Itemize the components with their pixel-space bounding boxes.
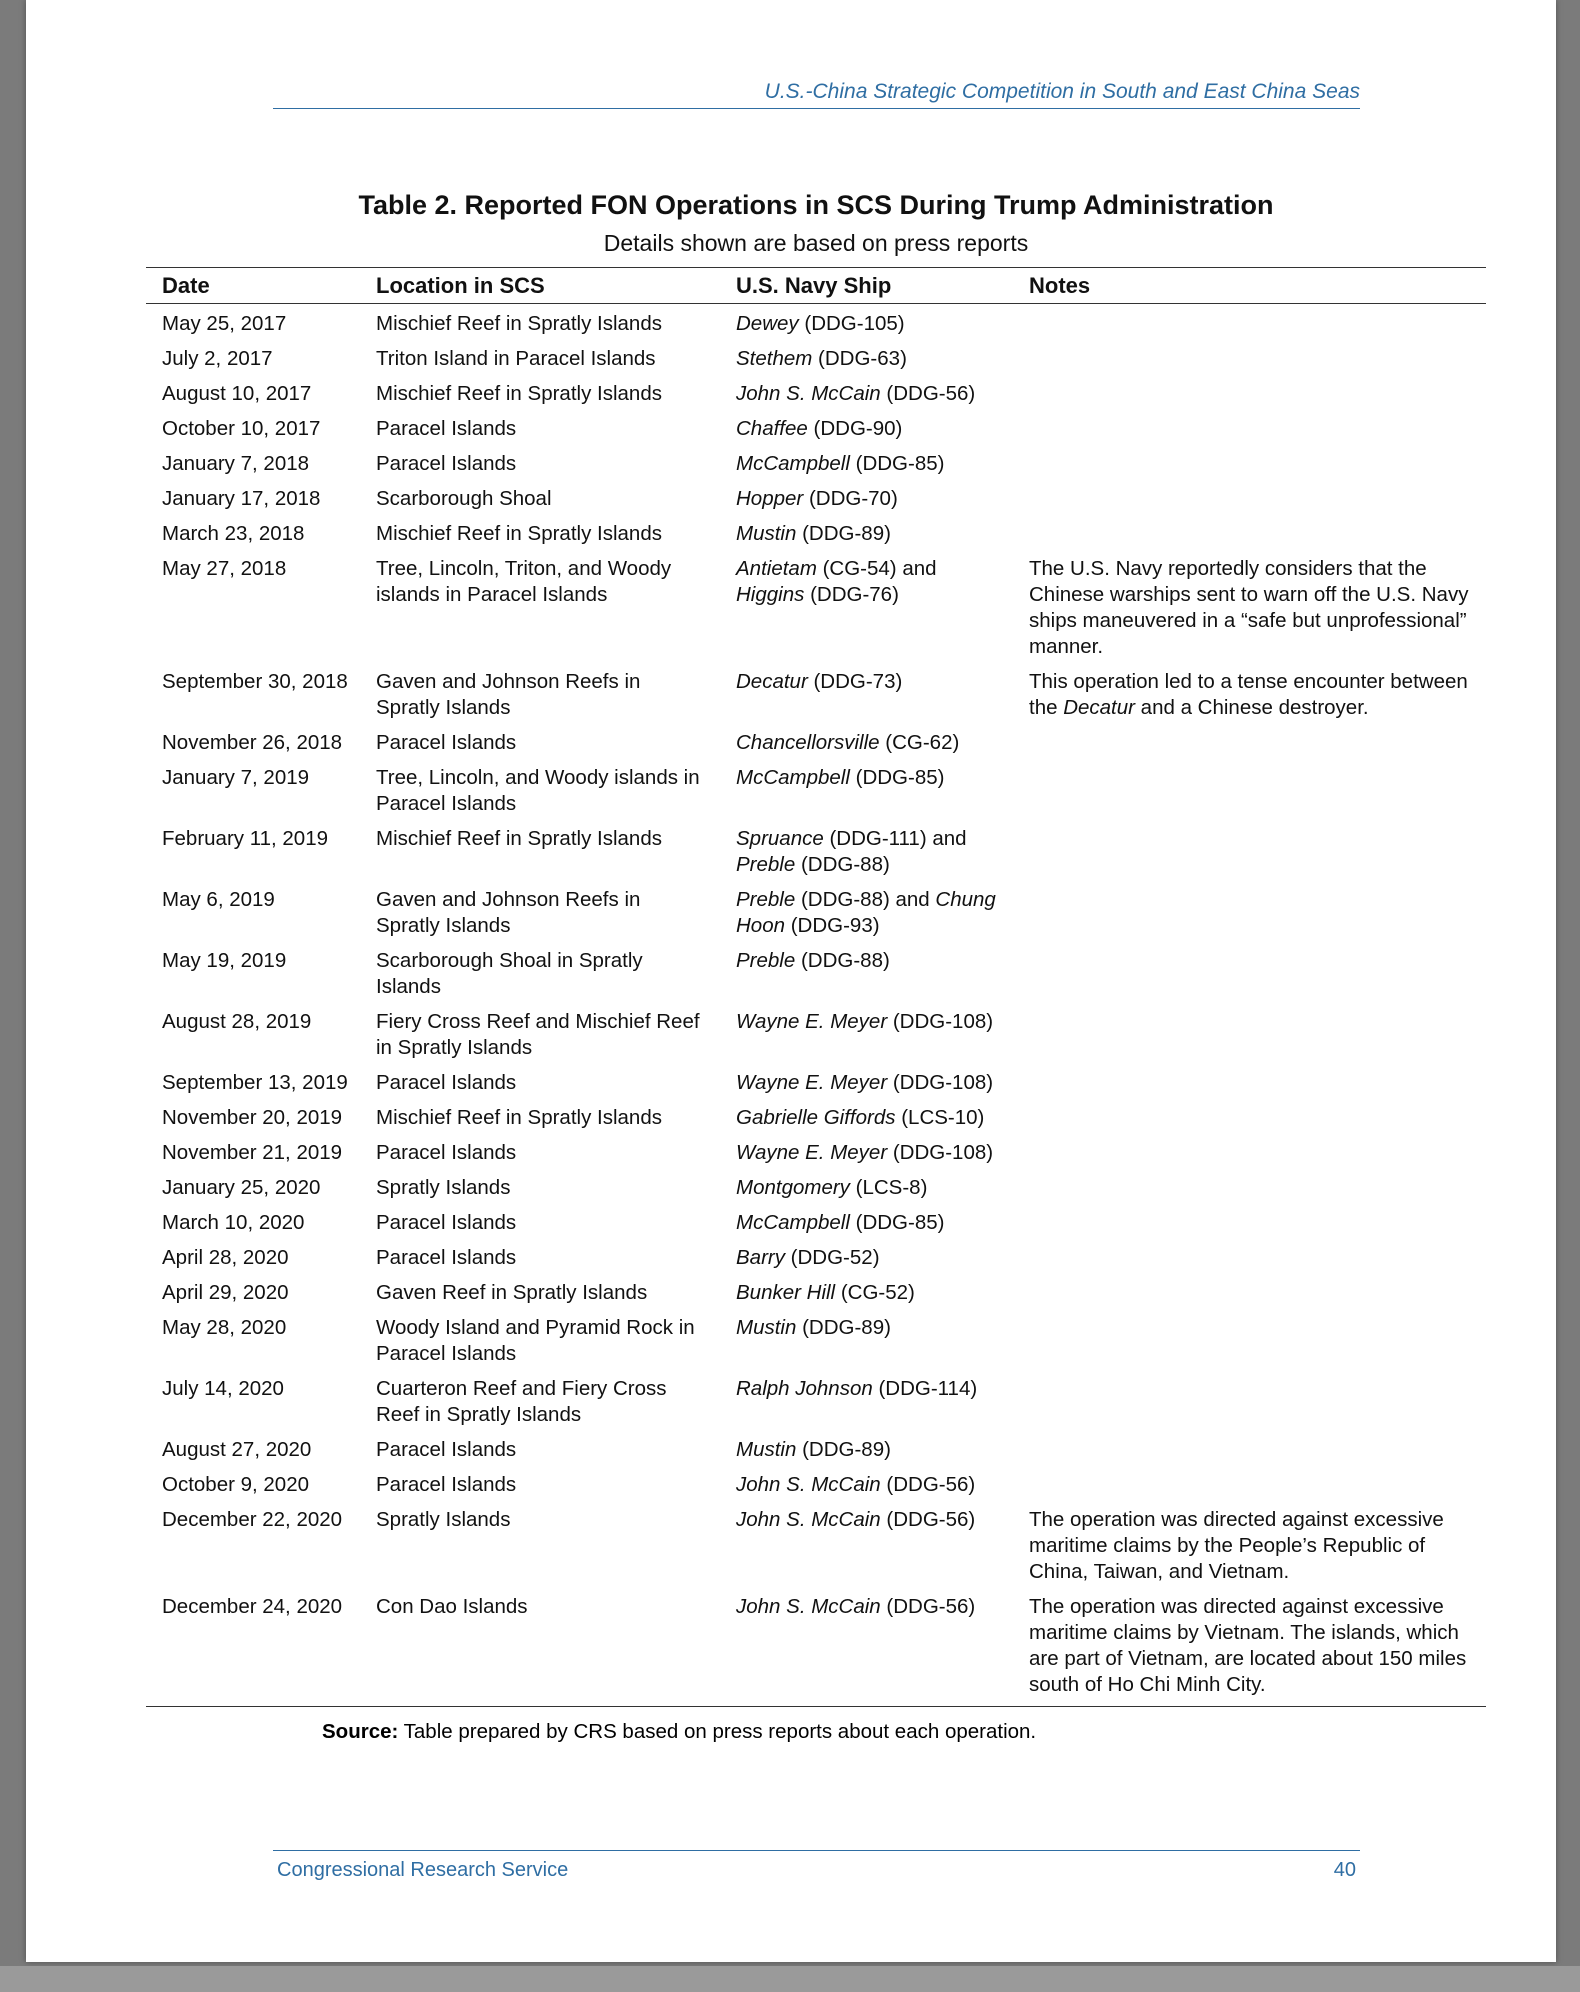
ship-name: Wayne E. Meyer bbox=[736, 1141, 888, 1164]
cell-notes bbox=[1013, 1432, 1486, 1467]
table-row bbox=[146, 821, 1486, 882]
ship-name: Wayne E. Meyer bbox=[736, 1010, 888, 1033]
cell-ship bbox=[720, 1135, 1013, 1170]
table-body bbox=[146, 304, 1486, 1707]
cell-ship bbox=[720, 1589, 1013, 1707]
cell-date: February 11, 2019 bbox=[162, 827, 329, 850]
source-note bbox=[322, 1719, 1036, 1745]
cell-notes bbox=[1013, 1004, 1486, 1065]
cell-date: July 2, 2017 bbox=[162, 347, 273, 370]
ship-hull-text: (DDG-93) bbox=[785, 914, 880, 937]
cell-date: April 28, 2020 bbox=[162, 1246, 289, 1269]
ship-name: Preble bbox=[736, 949, 796, 972]
cell-ship bbox=[720, 943, 1013, 1004]
table-row bbox=[146, 1275, 1486, 1310]
cell-date: November 26, 2018 bbox=[162, 731, 343, 754]
ship-name: Mustin bbox=[736, 1316, 797, 1339]
cell-ship bbox=[720, 664, 1013, 725]
cell-date: January 7, 2018 bbox=[162, 452, 310, 475]
page-footer bbox=[273, 1850, 1360, 1881]
cell-ship bbox=[720, 516, 1013, 551]
ship-hull-text: (DDG-56) bbox=[880, 1595, 976, 1618]
cell-notes bbox=[1013, 1467, 1486, 1502]
table-row bbox=[146, 1467, 1486, 1502]
ship-hull-text: (DDG-105) bbox=[798, 312, 905, 335]
cell-notes bbox=[1013, 376, 1486, 411]
cell-location: Paracel Islands bbox=[376, 1438, 517, 1461]
cell-notes bbox=[1013, 1310, 1486, 1371]
ship-hull-text: (LCS-8) bbox=[849, 1176, 928, 1199]
cell-date: January 7, 2019 bbox=[162, 766, 310, 789]
cell-notes bbox=[1013, 481, 1486, 516]
cell-date: November 21, 2019 bbox=[162, 1141, 343, 1164]
ship-hull-text: (DDG-114) bbox=[872, 1377, 978, 1400]
table-row bbox=[146, 516, 1486, 551]
footer-publisher: Congressional Research Service bbox=[277, 1859, 569, 1881]
source-label: Source: bbox=[322, 1720, 399, 1743]
column-header-ship: U.S. Navy Ship bbox=[720, 268, 1013, 304]
ship-name: John S. McCain bbox=[736, 1595, 881, 1618]
table-row bbox=[146, 1135, 1486, 1170]
ship-name: Preble bbox=[736, 853, 796, 876]
ship-hull-text: (DDG-85) bbox=[849, 766, 945, 789]
cell-ship bbox=[720, 1100, 1013, 1135]
ship-hull-text: (DDG-108) bbox=[887, 1071, 994, 1094]
ship-hull-text: (DDG-73) bbox=[807, 670, 903, 693]
table-row bbox=[146, 943, 1486, 1004]
cell-date: August 10, 2017 bbox=[162, 382, 312, 405]
cell-notes bbox=[1013, 516, 1486, 551]
ship-name: Decatur bbox=[736, 670, 808, 693]
ship-name: McCampbell bbox=[736, 766, 850, 789]
cell-date: July 14, 2020 bbox=[162, 1377, 284, 1400]
cell-location: Spratly Islands bbox=[376, 1176, 511, 1199]
table-row bbox=[146, 882, 1486, 943]
cell-location: Paracel Islands bbox=[376, 1473, 517, 1496]
cell-location: Paracel Islands bbox=[376, 1246, 517, 1269]
cell-date: April 29, 2020 bbox=[162, 1281, 289, 1304]
ship-hull-text: (DDG-52) bbox=[784, 1246, 880, 1269]
cell-notes bbox=[1013, 1135, 1486, 1170]
cell-ship bbox=[720, 481, 1013, 516]
cell-ship bbox=[720, 551, 1013, 664]
cell-notes bbox=[1013, 304, 1486, 342]
cell-date: January 17, 2018 bbox=[162, 487, 321, 510]
table-row bbox=[146, 1589, 1486, 1707]
ship-name: McCampbell bbox=[736, 1211, 850, 1234]
cell-date: November 20, 2019 bbox=[162, 1106, 343, 1129]
cell-date: August 27, 2020 bbox=[162, 1438, 312, 1461]
table-row bbox=[146, 446, 1486, 481]
cell-date: May 19, 2019 bbox=[162, 949, 287, 972]
cell-location: Triton Island in Paracel Islands bbox=[376, 347, 656, 370]
cell-date: December 24, 2020 bbox=[146, 1589, 360, 1707]
cell-location: Spratly Islands bbox=[376, 1508, 511, 1531]
cell-notes bbox=[1013, 1589, 1486, 1707]
cell-location: Scarborough Shoal in Spratly Islands bbox=[376, 949, 643, 998]
cell-ship bbox=[720, 341, 1013, 376]
table-row bbox=[146, 376, 1486, 411]
notes-text: The U.S. Navy reportedly considers that the Chinese warships sent to warn off the U.S. Navy ships maneuvered in a “safe but unprofessional” manner. bbox=[1029, 557, 1469, 658]
ship-name: Ralph Johnson bbox=[736, 1377, 873, 1400]
cell-date: March 10, 2020 bbox=[162, 1211, 305, 1234]
ship-name: Preble bbox=[736, 888, 796, 911]
notes-ship-name: Decatur bbox=[1063, 696, 1135, 719]
table-row bbox=[146, 664, 1486, 725]
table-row bbox=[146, 1100, 1486, 1135]
cell-notes bbox=[1013, 1100, 1486, 1135]
ship-hull-text: (DDG-76) bbox=[804, 583, 899, 606]
ship-name: John S. McCain bbox=[736, 1473, 881, 1496]
cell-ship bbox=[720, 304, 1013, 342]
cell-notes bbox=[1013, 725, 1486, 760]
cell-location: Gaven and Johnson Reefs in Spratly Islands bbox=[376, 670, 641, 719]
cell-notes bbox=[1013, 1275, 1486, 1310]
ship-hull-text: (CG-54) and bbox=[816, 557, 937, 580]
ship-name: John S. McCain bbox=[736, 382, 881, 405]
ship-name: Bunker Hill bbox=[736, 1281, 836, 1304]
cell-location: Fiery Cross Reef and Mischief Reef in Spratly Islands bbox=[376, 1010, 700, 1059]
ship-name: Gabrielle Giffords bbox=[736, 1106, 896, 1129]
ship-hull-text: (DDG-56) bbox=[880, 1508, 976, 1531]
page-number: 40 bbox=[1333, 1859, 1356, 1881]
ship-name: John S. McCain bbox=[736, 1508, 881, 1531]
cell-location: Paracel Islands bbox=[376, 1211, 517, 1234]
cell-ship bbox=[720, 1432, 1013, 1467]
ship-name: Wayne E. Meyer bbox=[736, 1071, 888, 1094]
table-row bbox=[146, 1310, 1486, 1371]
cell-ship bbox=[720, 411, 1013, 446]
notes-text: The operation was directed against excessive maritime claims by Vietnam. The islands, which are part of Vietnam, are located about 150 miles south of Ho Chi Minh City. bbox=[1029, 1595, 1467, 1696]
cell-ship bbox=[720, 1240, 1013, 1275]
cell-notes bbox=[1013, 1170, 1486, 1205]
cell-notes bbox=[1013, 1371, 1486, 1432]
column-header-date: Date bbox=[146, 268, 360, 304]
ship-hull-text: (DDG-88) bbox=[795, 853, 890, 876]
table-row bbox=[146, 1432, 1486, 1467]
fon-operations-table bbox=[146, 267, 1486, 1707]
ship-name: Antietam bbox=[736, 557, 817, 580]
cell-notes bbox=[1013, 1065, 1486, 1100]
table-row bbox=[146, 411, 1486, 446]
cell-location: Woody Island and Pyramid Rock in Paracel Islands bbox=[376, 1316, 695, 1365]
cell-location: Mischief Reef in Spratly Islands bbox=[376, 1106, 662, 1129]
ship-name: Hopper bbox=[736, 487, 804, 510]
table-row bbox=[146, 1240, 1486, 1275]
ship-hull-text: (DDG-88) bbox=[795, 949, 890, 972]
cell-location: Mischief Reef in Spratly Islands bbox=[376, 312, 662, 335]
cell-notes bbox=[1013, 1502, 1486, 1589]
ship-hull-text: (DDG-89) bbox=[796, 1316, 891, 1339]
ship-hull-text: (DDG-89) bbox=[796, 1438, 891, 1461]
table-row bbox=[146, 304, 1486, 342]
cell-notes bbox=[1013, 943, 1486, 1004]
table-row bbox=[146, 481, 1486, 516]
cell-date: May 6, 2019 bbox=[162, 888, 275, 911]
cell-location: Tree, Lincoln, and Woody islands in Paracel Islands bbox=[376, 766, 700, 815]
notes-text: The operation was directed against excessive maritime claims by the People’s Republic of China, Taiwan, and Vietnam. bbox=[1029, 1508, 1444, 1583]
table-row bbox=[146, 1170, 1486, 1205]
ship-hull-text: (DDG-108) bbox=[887, 1010, 994, 1033]
cell-notes bbox=[1013, 664, 1486, 725]
cell-notes bbox=[1013, 882, 1486, 943]
ship-name: Chancellorsville bbox=[736, 731, 880, 754]
ship-name: Spruance bbox=[736, 827, 824, 850]
ship-hull-text: (DDG-111) and bbox=[823, 827, 967, 850]
ship-name: McCampbell bbox=[736, 452, 850, 475]
cell-ship bbox=[720, 725, 1013, 760]
ship-hull-text: (CG-52) bbox=[835, 1281, 915, 1304]
cell-notes bbox=[1013, 821, 1486, 882]
notes-text: and a Chinese destroyer. bbox=[1134, 696, 1369, 719]
ship-hull-text: (DDG-56) bbox=[880, 1473, 976, 1496]
table-row bbox=[146, 341, 1486, 376]
table-header-row bbox=[146, 268, 1486, 304]
cell-ship bbox=[720, 821, 1013, 882]
cell-ship bbox=[720, 1170, 1013, 1205]
column-header-location: Location in SCS bbox=[360, 268, 720, 304]
table-row bbox=[146, 1371, 1486, 1432]
cell-location: Gaven Reef in Spratly Islands bbox=[376, 1281, 648, 1304]
table-row bbox=[146, 551, 1486, 664]
cell-location: Con Dao Islands bbox=[360, 1589, 720, 1707]
cell-date: October 9, 2020 bbox=[162, 1473, 310, 1496]
cell-date: September 13, 2019 bbox=[162, 1071, 348, 1094]
cell-notes bbox=[1013, 551, 1486, 664]
cell-location: Paracel Islands bbox=[376, 731, 517, 754]
cell-ship bbox=[720, 446, 1013, 481]
ship-hull-text: (DDG-88) and bbox=[795, 888, 936, 911]
running-header: U.S.-China Strategic Competition in South and East China Seas bbox=[273, 78, 1360, 109]
cell-location: Tree, Lincoln, Triton, and Woody islands in Paracel Islands bbox=[376, 557, 672, 606]
cell-date: December 22, 2020 bbox=[162, 1508, 343, 1531]
viewer-background bbox=[0, 1966, 1580, 1992]
source-text: Table prepared by CRS based on press reports about each operation. bbox=[398, 1720, 1037, 1743]
cell-ship bbox=[720, 1004, 1013, 1065]
ship-name: Barry bbox=[736, 1246, 785, 1269]
cell-notes bbox=[1013, 760, 1486, 821]
cell-date: January 25, 2020 bbox=[162, 1176, 321, 1199]
cell-date: May 27, 2018 bbox=[162, 557, 287, 580]
ship-name: Stethem bbox=[736, 347, 813, 370]
cell-ship bbox=[720, 1275, 1013, 1310]
cell-location: Mischief Reef in Spratly Islands bbox=[376, 827, 662, 850]
cell-ship bbox=[720, 1371, 1013, 1432]
cell-ship bbox=[720, 1502, 1013, 1589]
cell-notes bbox=[1013, 1205, 1486, 1240]
ship-name: Mustin bbox=[736, 1438, 797, 1461]
cell-date: March 23, 2018 bbox=[162, 522, 305, 545]
ship-hull-text: (DDG-56) bbox=[880, 382, 976, 405]
cell-notes bbox=[1013, 341, 1486, 376]
cell-ship bbox=[720, 1205, 1013, 1240]
cell-ship bbox=[720, 1467, 1013, 1502]
ship-hull-text: (DDG-90) bbox=[807, 417, 903, 440]
cell-notes bbox=[1013, 1240, 1486, 1275]
cell-location: Paracel Islands bbox=[376, 417, 517, 440]
cell-location: Cuarteron Reef and Fiery Cross Reef in Spratly Islands bbox=[376, 1377, 667, 1426]
ship-name: Mustin bbox=[736, 522, 797, 545]
table-row bbox=[146, 1502, 1486, 1589]
ship-hull-text: (DDG-89) bbox=[796, 522, 891, 545]
ship-hull-text: (DDG-85) bbox=[849, 452, 945, 475]
ship-hull-text: (CG-62) bbox=[879, 731, 960, 754]
cell-location: Paracel Islands bbox=[376, 1071, 517, 1094]
cell-ship bbox=[720, 1065, 1013, 1100]
ship-hull-text: (DDG-85) bbox=[849, 1211, 945, 1234]
ship-hull-text: (DDG-70) bbox=[803, 487, 898, 510]
table-row bbox=[146, 1004, 1486, 1065]
table-row bbox=[146, 725, 1486, 760]
ship-hull-text: (LCS-10) bbox=[895, 1106, 985, 1129]
ship-name: Dewey bbox=[736, 312, 799, 335]
ship-hull-text: (DDG-63) bbox=[812, 347, 907, 370]
column-header-notes: Notes bbox=[1013, 268, 1486, 304]
ship-name: Higgins bbox=[736, 583, 805, 606]
table-row bbox=[146, 1065, 1486, 1100]
cell-notes bbox=[1013, 411, 1486, 446]
cell-location: Gaven and Johnson Reefs in Spratly Islands bbox=[376, 888, 641, 937]
cell-location: Mischief Reef in Spratly Islands bbox=[376, 382, 662, 405]
cell-notes bbox=[1013, 446, 1486, 481]
ship-hull-text: (DDG-108) bbox=[887, 1141, 994, 1164]
ship-name: Montgomery bbox=[736, 1176, 850, 1199]
cell-date: May 28, 2020 bbox=[162, 1316, 287, 1339]
cell-location: Paracel Islands bbox=[376, 1141, 517, 1164]
document-page bbox=[26, 0, 1556, 1962]
cell-date: August 28, 2019 bbox=[162, 1010, 312, 1033]
ship-name: Chaffee bbox=[736, 417, 808, 440]
cell-date: May 25, 2017 bbox=[162, 312, 287, 335]
cell-ship bbox=[720, 1310, 1013, 1371]
ship-name: Chung Hoon bbox=[736, 888, 996, 937]
cell-location: Mischief Reef in Spratly Islands bbox=[376, 522, 662, 545]
table-row bbox=[146, 1205, 1486, 1240]
table-row bbox=[146, 760, 1486, 821]
cell-location: Scarborough Shoal bbox=[376, 487, 552, 510]
table-title: Table 2. Reported FON Operations in SCS During Trump Administration bbox=[358, 190, 1274, 220]
cell-ship bbox=[720, 882, 1013, 943]
cell-ship bbox=[720, 376, 1013, 411]
table-subtitle: Details shown are based on press reports bbox=[603, 230, 1029, 256]
cell-date: October 10, 2017 bbox=[162, 417, 321, 440]
notes-text: This operation led to a tense encounter between the bbox=[1029, 670, 1468, 719]
cell-location: Paracel Islands bbox=[376, 452, 517, 475]
cell-ship bbox=[720, 760, 1013, 821]
cell-date: September 30, 2018 bbox=[162, 670, 348, 693]
